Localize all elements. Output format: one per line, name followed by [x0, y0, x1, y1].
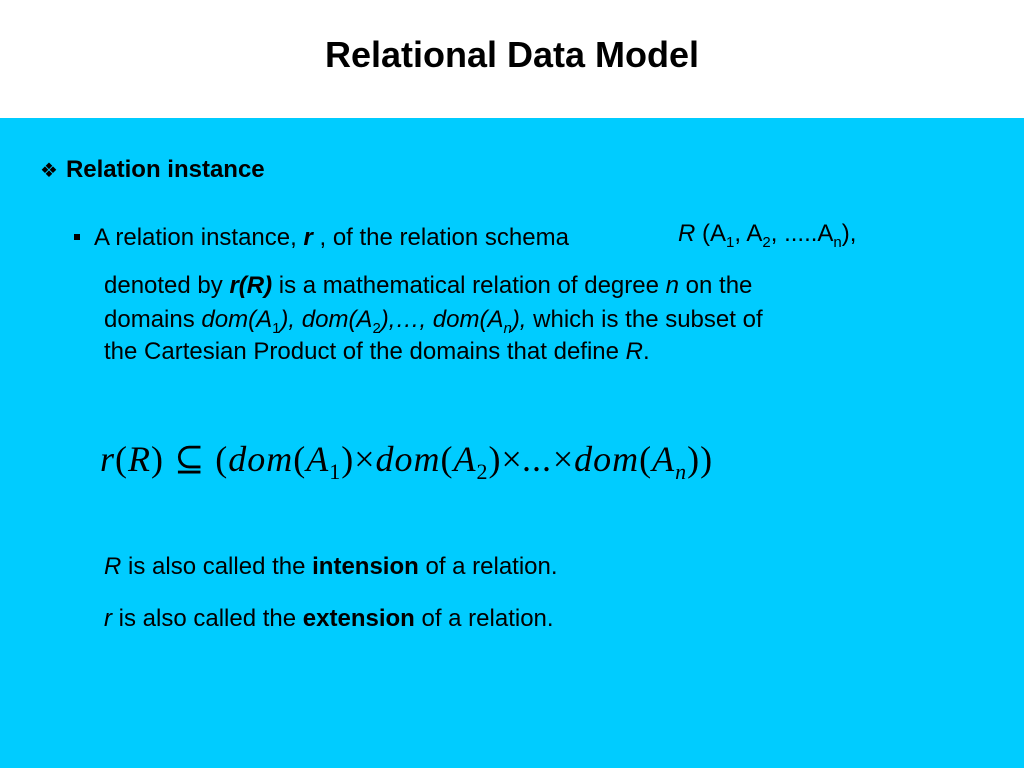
- formula-symbol: )): [687, 439, 714, 479]
- formula-symbol: A: [652, 439, 676, 479]
- text: ), dom(A: [280, 306, 373, 333]
- formula-symbol: ): [341, 439, 355, 479]
- text: .: [643, 338, 650, 365]
- subscript: n: [675, 459, 688, 485]
- intension-note: [104, 553, 558, 581]
- definition-line-3: [104, 306, 763, 337]
- formula-symbol: A: [306, 439, 330, 479]
- text: (A: [695, 220, 727, 247]
- formula-symbol: (: [639, 439, 653, 479]
- definition-line-1: [74, 224, 569, 252]
- formula-symbol: (: [440, 439, 454, 479]
- text: , A: [734, 220, 763, 247]
- text: A relation instance,: [94, 224, 304, 251]
- subscript: 2: [762, 233, 771, 251]
- formula-symbol: (: [215, 439, 229, 479]
- formula-symbol: ): [488, 439, 502, 479]
- formula-symbol: A: [453, 439, 477, 479]
- text: denoted by: [104, 272, 230, 299]
- formula-symbol: dom: [375, 439, 441, 479]
- times-symbol: ×: [552, 439, 575, 479]
- extension-note: [104, 605, 554, 633]
- schema-notation: [678, 220, 857, 251]
- text: , .....A: [770, 220, 834, 247]
- formula-symbol: ): [151, 439, 165, 479]
- subscript: 1: [329, 459, 342, 485]
- text: n: [665, 272, 679, 299]
- formula-symbol: dom: [574, 439, 640, 479]
- formula-symbol: (: [115, 439, 129, 479]
- text: is also called the: [112, 605, 303, 632]
- square-bullet-icon: [74, 234, 80, 240]
- text: ),: [511, 306, 527, 333]
- subscript: 2: [372, 319, 381, 337]
- formula-symbol: dom: [228, 439, 294, 479]
- text: r(R): [229, 272, 273, 299]
- text: r: [303, 224, 313, 251]
- definition-line-2: [104, 272, 752, 300]
- text: of a relation.: [418, 553, 558, 580]
- times-symbol: ×: [501, 439, 523, 479]
- formula-symbol: r: [100, 439, 116, 479]
- text: R: [678, 220, 696, 247]
- ellipsis: ...: [522, 439, 553, 479]
- text: ),: [841, 220, 857, 247]
- subscript: 1: [726, 233, 735, 251]
- extension-term: extension: [302, 605, 415, 632]
- text: , of the relation schema: [312, 224, 569, 251]
- bullet-heading-text: Relation instance: [65, 156, 265, 183]
- subscript: 1: [272, 319, 281, 337]
- subscript: 2: [476, 459, 489, 485]
- bullet-heading: [40, 156, 265, 184]
- diamond-bullet-icon: ❖: [40, 160, 58, 182]
- slide-content: [0, 118, 1024, 768]
- slide-title: Relational Data Model: [324, 34, 700, 75]
- intension-term: intension: [312, 553, 419, 580]
- formula-symbol: (: [293, 439, 307, 479]
- subscript: n: [833, 233, 842, 251]
- text: which is the subset of: [526, 306, 763, 333]
- text: R: [104, 553, 122, 580]
- formula-symbol: R: [128, 439, 152, 479]
- text: r: [104, 605, 112, 632]
- subset-formula: [100, 438, 714, 485]
- times-symbol: ×: [354, 439, 376, 479]
- text: R: [625, 338, 643, 365]
- text: dom(A: [201, 306, 273, 333]
- text: on the: [679, 272, 753, 299]
- text: domains: [104, 306, 202, 333]
- slide-header: [0, 0, 1024, 118]
- definition-line-4: [104, 338, 650, 366]
- text: is also called the: [121, 553, 313, 580]
- text: of a relation.: [414, 605, 554, 632]
- text: the Cartesian Product of the domains that define: [104, 338, 626, 365]
- text: is a mathematical relation of degree: [272, 272, 666, 299]
- subset-symbol: ⊆: [174, 439, 206, 479]
- subscript: n: [503, 319, 512, 337]
- text: ),…, dom(A: [380, 306, 504, 333]
